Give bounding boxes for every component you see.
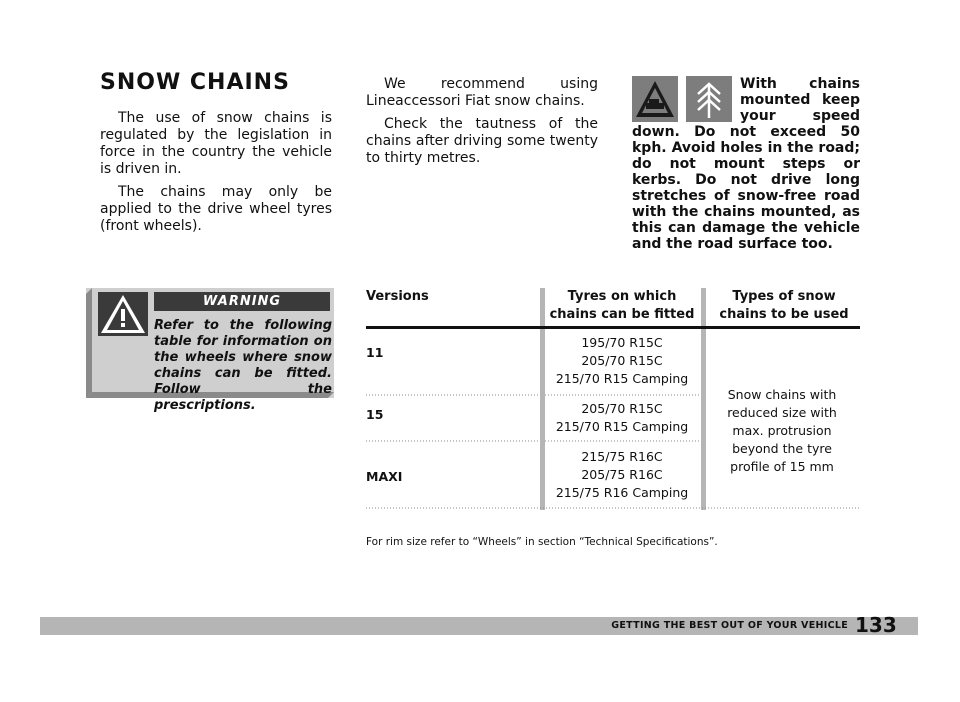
section-title: SNOW CHAINS: [100, 70, 290, 95]
footnote: For rim size refer to “Wheels” in section “Technical Specifications”.: [366, 536, 718, 548]
paragraph: We recommend using Lineaccessori Fiat snow chains.: [366, 76, 598, 109]
caution-icons: [632, 76, 734, 122]
tyre-size: 215/75 R16C: [581, 449, 663, 464]
warning-text-body: Refer to the following table for information on the wheels where snow chains can be fitted. Follow the prescriptions.: [154, 318, 332, 413]
row-version: 11: [366, 345, 384, 360]
caution-text: With chains mounted keep your speed down. Do not exceed 50 kph. Avoid holes in the road; do not mount steps or kerbs. Do not drive long stretches of snow-free road with the chains mounted, as this can damage the vehicle and the road surface too.: [632, 76, 860, 252]
header-chain-types: Types of snow chains to be used: [719, 289, 849, 322]
page-number: 133: [855, 613, 897, 637]
tyre-size: 205/70 R15C: [581, 353, 663, 368]
row-tyres: [546, 400, 698, 436]
warning-heading: WARNING: [154, 292, 330, 311]
row-version: 15: [366, 407, 384, 422]
car-hazard-warning-icon: [632, 76, 678, 122]
chain-type-cell: Snow chains with reduced size with max. protrusion beyond the tyre profile of 15 mm: [727, 387, 837, 474]
tyre-size: 215/75 R16 Camping: [555, 485, 689, 500]
tyre-size: 195/70 R15C: [581, 335, 663, 350]
paragraph: The chains may only be applied to the drive wheel tyres (front wheels).: [100, 184, 332, 234]
paragraph: The use of snow chains is regulated by the legislation in force in the country the vehicle is driven in.: [100, 110, 332, 177]
recommendation-column: [366, 76, 598, 173]
warning-text: [88, 318, 332, 414]
header-tyres: Tyres on which chains can be fitted: [549, 289, 695, 322]
paragraph: Check the tautness of the chains after driving some twenty to thirty metres.: [366, 116, 598, 166]
tyre-size: 215/70 R15 Camping: [555, 419, 689, 434]
header-versions: Versions: [366, 289, 429, 304]
snow-tree-icon: [686, 76, 732, 122]
footer-bar: [40, 613, 918, 637]
row-version: MAXI: [366, 469, 403, 484]
row-tyres: [546, 334, 698, 388]
tyre-size: 215/70 R15 Camping: [555, 371, 689, 386]
footer-label: GETTING THE BEST OUT OF YOUR VEHICLE: [611, 620, 848, 631]
tyre-size: 205/70 R15C: [581, 401, 663, 416]
row-tyres: [546, 448, 698, 502]
intro-column: [100, 110, 332, 241]
caution-block: [632, 76, 860, 252]
tyre-size: 205/75 R16C: [581, 467, 663, 482]
